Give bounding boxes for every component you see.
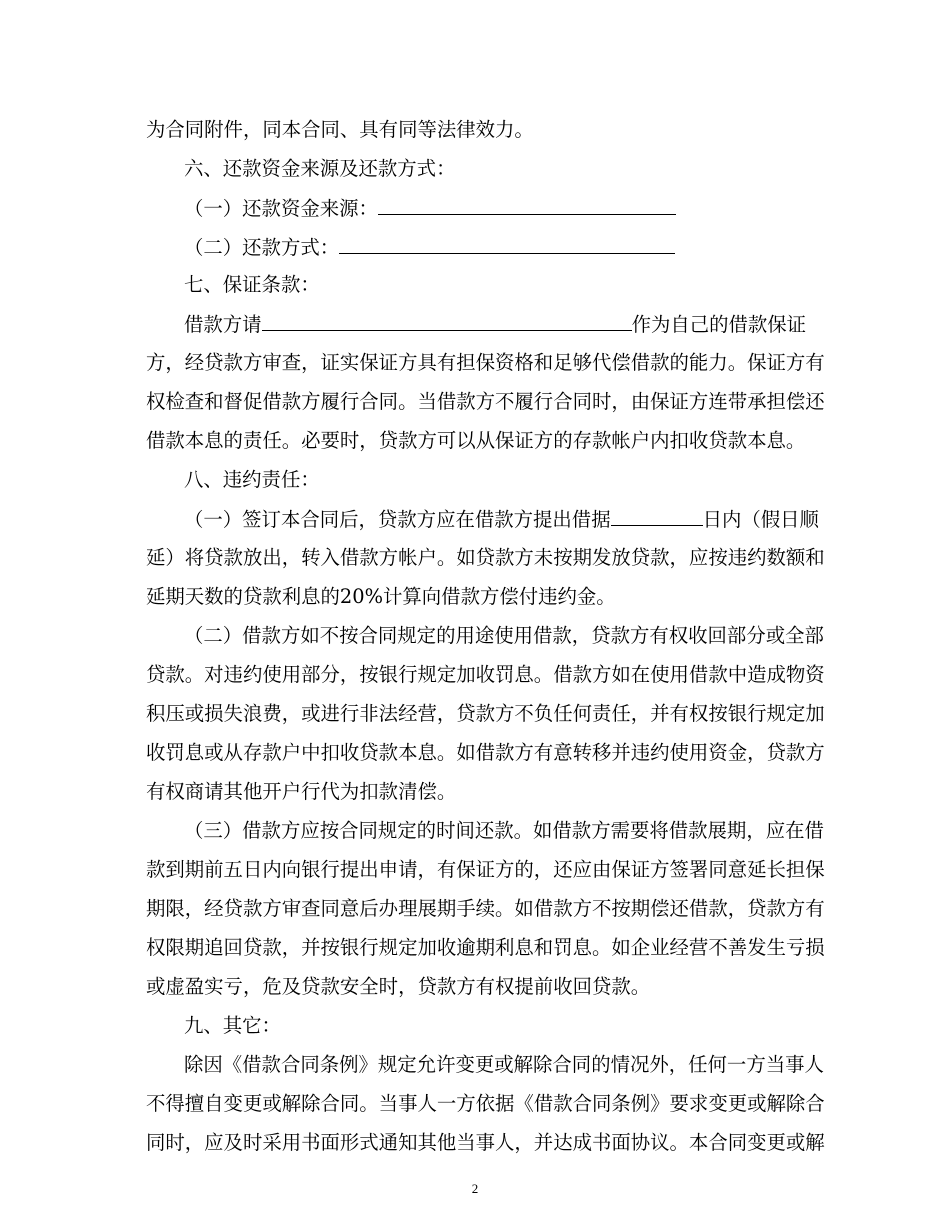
page-number: 2 (471, 1181, 479, 1196)
text-line: 或虚盈实亏，危及贷款安全时，贷款方有权提前收回贷款。 (146, 975, 651, 998)
text-line: （二）借款方如不按合同规定的用途使用借款，贷款方有权收回部分或全部 (184, 624, 824, 647)
text-line: 延期天数的贷款利息的20%计算向借款方偿付违约金。 (146, 585, 616, 608)
section-heading-8: 八、违约责任： (184, 468, 320, 491)
repayment-method-blank (339, 235, 675, 254)
text-line: 积压或损失浪费，或进行非法经营，贷款方不负任何责任，并有权按银行规定加 (146, 702, 825, 725)
text-line: 权限期追回贷款，并按银行规定加收逾期利息和罚息。如企业经营不善发生亏损 (146, 936, 825, 959)
text-line: 为合同附件，同本合同、具有同等法律效力。 (146, 118, 534, 141)
guarantor-label: 借款方请 (184, 313, 262, 336)
loan-days-label-tail: 日内（假日顺 (702, 508, 819, 531)
guarantor-label-tail: 作为自己的借款保证 (631, 313, 807, 336)
section-heading-7: 七、保证条款： (184, 273, 320, 296)
text-line: 贷款。对违约使用部分，按银行规定加收罚息。借款方如在使用借款中造成物资 (146, 663, 825, 686)
text-line: 延）将贷款放出，转入借款方帐户。如贷款方未按期发放贷款，应按违约数额和 (146, 546, 825, 569)
section-heading-6: 六、还款资金来源及还款方式： (184, 157, 456, 180)
text-line: 同时，应及时采用书面形式通知其他当事人，并达成书面协议。本合同变更或解 (146, 1131, 825, 1154)
repayment-source-line (184, 196, 676, 221)
text-line: 有权商请其他开户行代为扣款清偿。 (146, 780, 457, 803)
text-line: 不得擅自变更或解除合同。当事人一方依据《借款合同条例》要求变更或解除合 (146, 1092, 825, 1115)
text-line: 收罚息或从存款户中扣收贷款本息。如借款方有意转移并违约使用资金，贷款方 (146, 741, 825, 764)
loan-days-line (184, 507, 819, 532)
repayment-source-blank (378, 196, 676, 215)
loan-days-blank (611, 507, 703, 526)
guarantor-line (184, 312, 806, 337)
repayment-method-line (184, 235, 675, 260)
text-line: 款到期前五日内向银行提出申请，有保证方的，还应由保证方签署同意延长担保 (146, 858, 825, 881)
text-line: 借款本息的责任。必要时，贷款方可以从保证方的存款帐户内扣收贷款本息。 (146, 429, 806, 452)
loan-days-label: （一）签订本合同后，贷款方应在借款方提出借据 (184, 508, 611, 531)
text-line: （三）借款方应按合同规定的时间还款。如借款方需要将借款展期，应在借 (184, 819, 824, 842)
text-line: 期限，经贷款方审查同意后办理展期手续。如借款方不按期偿还借款，贷款方有 (146, 897, 825, 920)
text-line: 权检查和督促借款方履行合同。当借款方不履行合同时，由保证方连带承担偿还 (146, 390, 825, 413)
text-line: 方，经贷款方审查，证实保证方具有担保资格和足够代偿借款的能力。保证方有 (146, 351, 825, 374)
guarantor-blank (262, 312, 632, 331)
text-line: 除因《借款合同条例》规定允许变更或解除合同的情况外，任何一方当事人 (184, 1053, 824, 1076)
repayment-source-label: （一）还款资金来源： (184, 197, 378, 220)
section-heading-9: 九、其它： (184, 1014, 281, 1037)
repayment-method-label: （二）还款方式： (184, 236, 340, 259)
